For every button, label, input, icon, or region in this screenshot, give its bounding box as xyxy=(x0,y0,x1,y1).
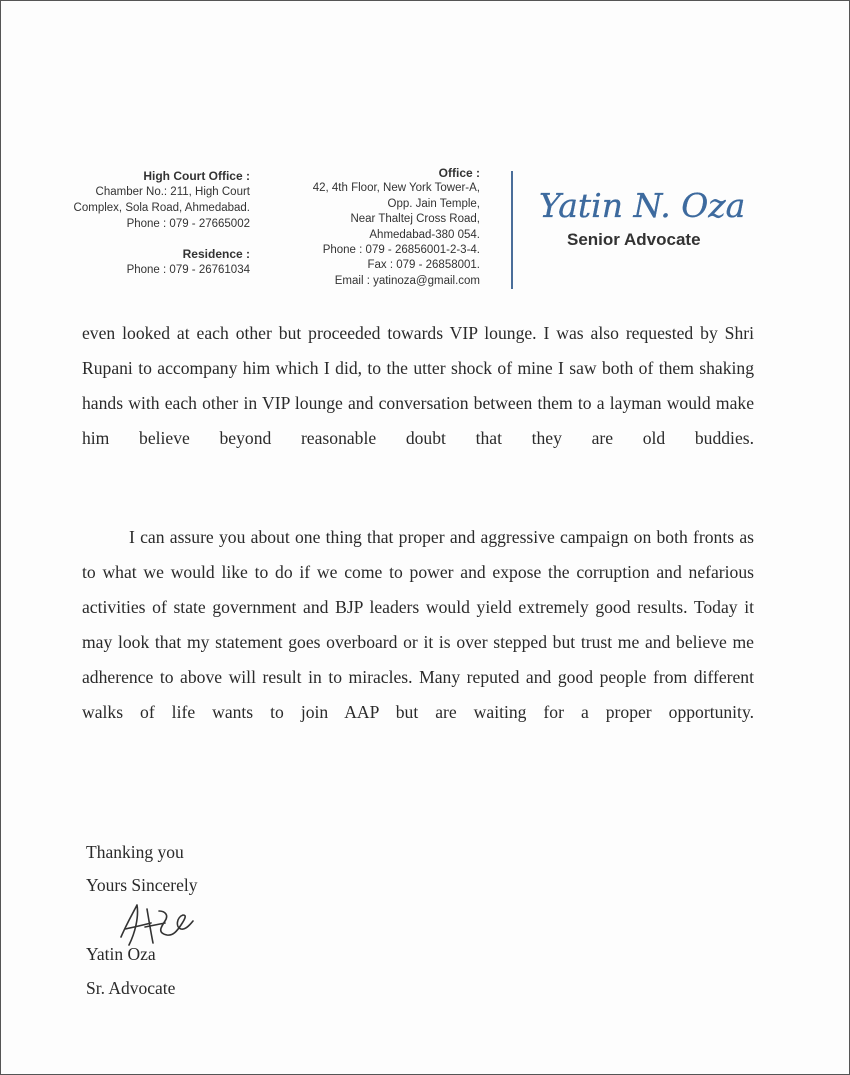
high-court-address-line2: Complex, Sola Road, Ahmedabad. xyxy=(73,202,250,214)
letterhead-divider xyxy=(511,171,513,289)
residence-phone: Phone : 079 - 26761034 xyxy=(126,264,250,276)
office-address-line3: Near Thaltej Cross Road, xyxy=(350,213,480,226)
office-address-line2: Opp. Jain Temple, xyxy=(387,197,480,210)
letterhead-name-logo xyxy=(537,179,797,229)
closing-thanks: Thanking you xyxy=(86,842,184,862)
high-court-phone: Phone : 079 - 27665002 xyxy=(126,218,250,230)
signatory-designation: Sr. Advocate xyxy=(86,978,176,998)
letterhead-title: Senior Advocate xyxy=(567,230,701,249)
high-court-address-line1: Chamber No.: 211, High Court xyxy=(95,186,250,198)
residence-label: Residence : xyxy=(182,247,250,261)
residence-block xyxy=(127,246,250,278)
office-address-line1: 42, 4th Floor, New York Tower-A, xyxy=(312,182,480,195)
office-phone: Phone : 079 - 26856001-2-3-4. xyxy=(322,244,480,257)
closing-salutation: Yours Sincerely xyxy=(86,875,198,895)
office-address-line4: Ahmedabad-380 054. xyxy=(369,228,480,241)
office-block xyxy=(313,166,480,289)
body-paragraph-1: even looked at each other but proceeded towards VIP lounge. I was also requested by Shri Rupani to accompany him which I did, to the utter shock of mine I saw both of them shaking hands with each other in VIP lounge and conversation between them to a layman would make him believe beyond reasonable doubt that they are old buddies. xyxy=(82,323,754,448)
signatory-name: Yatin Oza xyxy=(86,944,156,964)
letterhead-name: Yatin N. Oza xyxy=(539,186,746,225)
high-court-office-label: High Court Office : xyxy=(143,169,250,183)
office-email: Email : yatinoza@gmail.com xyxy=(334,274,480,287)
office-fax: Fax : 079 - 26858001. xyxy=(367,259,480,272)
office-label: Office : xyxy=(438,166,480,180)
body-paragraph-2: I can assure you about one thing that proper and aggressive campaign on both fronts as to what we would like to do if we come to power and expose the corruption and nefarious activities of state government and BJP leaders would yield extremely good results. Today it may look that my statement goes overboard or it is over stepped but trust me and believe me adherence to above will result in to miracles. Many reputed and good people from different walks of life wants to join AAP but are waiting for a proper opportunity. xyxy=(82,527,754,722)
high-court-office-block xyxy=(74,168,250,232)
